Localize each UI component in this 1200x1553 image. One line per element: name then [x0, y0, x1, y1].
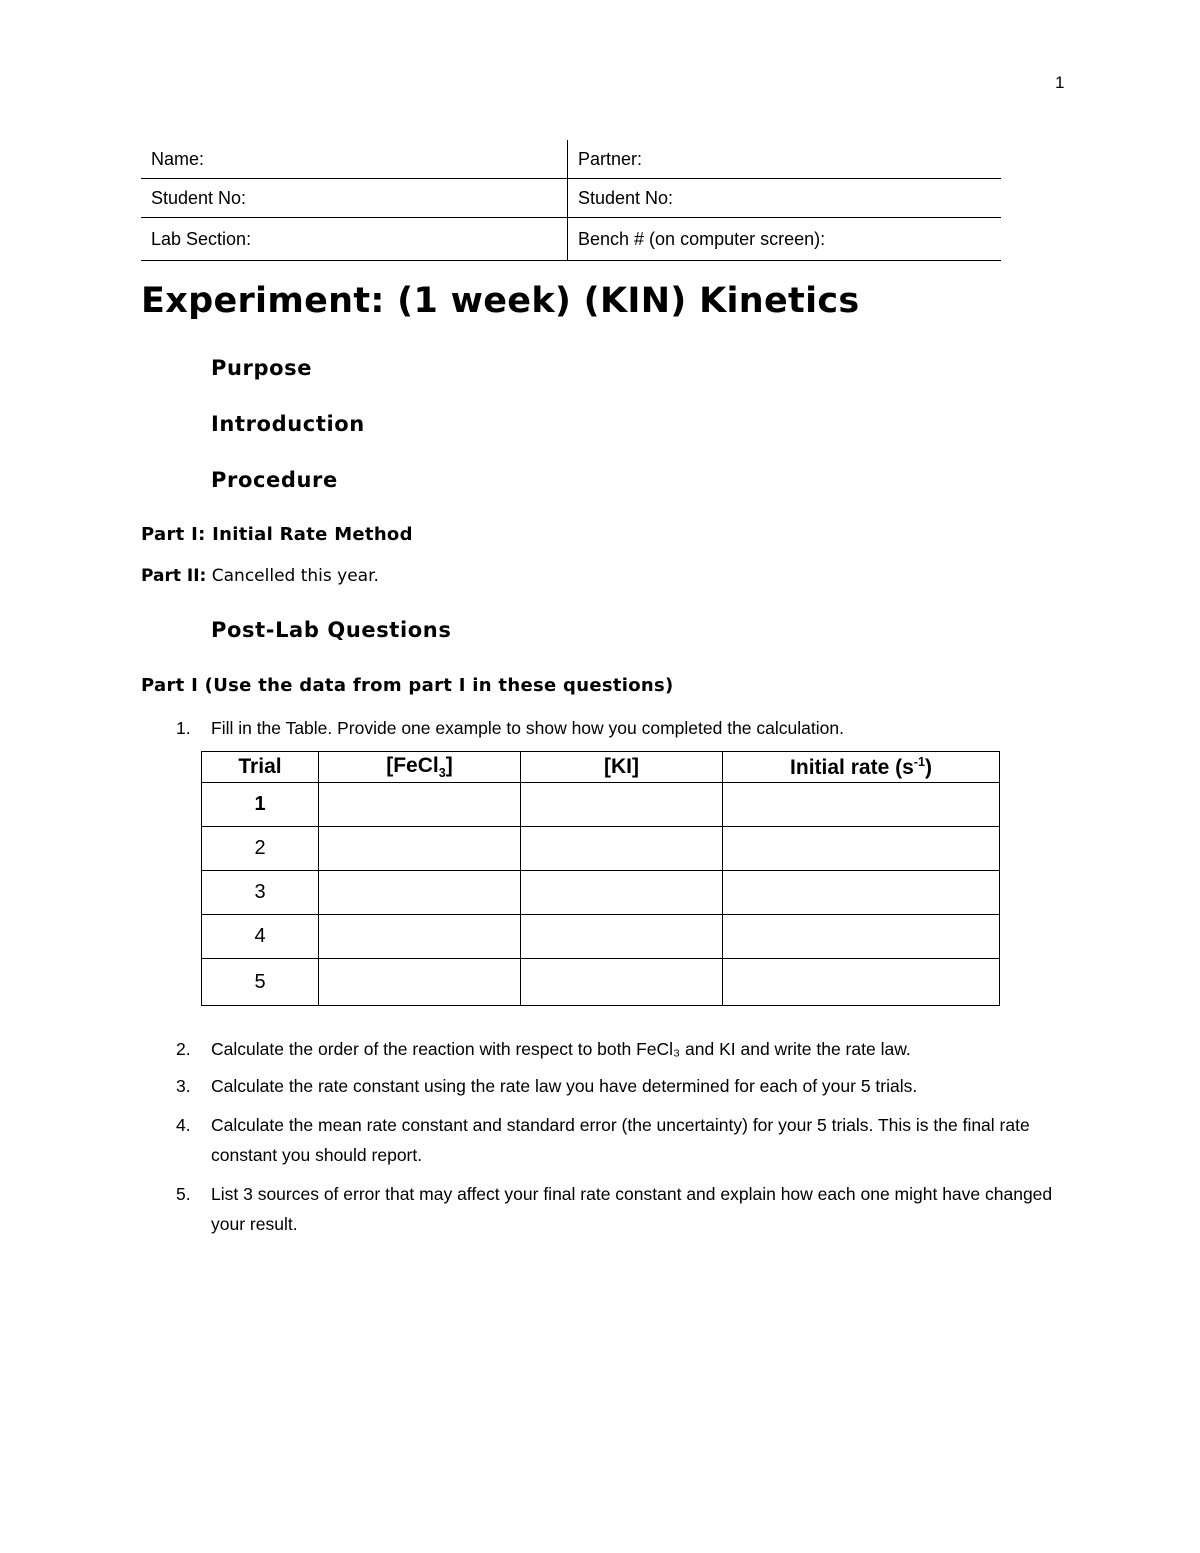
question-text: Calculate the mean rate constant and standard error (the uncertainty) for your 5 trials. This is the final rate constant you should report.: [211, 1115, 1030, 1165]
question-5: [176, 1179, 1056, 1239]
question-2: [176, 1034, 1056, 1064]
question-number: 2.: [176, 1039, 191, 1059]
partner-student-no-field[interactable]: Student No:: [568, 179, 1002, 218]
part1-heading: Part I: Initial Rate Method: [141, 524, 413, 545]
trial-number: 1: [202, 783, 319, 827]
rate-cell[interactable]: [723, 827, 1000, 871]
fecl3-cell[interactable]: [319, 827, 521, 871]
trial-number: 5: [202, 959, 319, 1006]
ki-cell[interactable]: [521, 959, 723, 1006]
name-field[interactable]: Name:: [141, 140, 568, 179]
question-4: [176, 1110, 1056, 1170]
procedure-heading: Procedure: [211, 468, 338, 492]
info-row: [141, 218, 1001, 261]
ki-cell[interactable]: [521, 827, 723, 871]
table-row: [202, 959, 1000, 1006]
student-no-field[interactable]: Student No:: [141, 179, 568, 218]
student-info-table: [141, 140, 1001, 261]
ki-cell[interactable]: [521, 915, 723, 959]
part2-label: Part II:: [141, 566, 207, 586]
question-1: [176, 713, 1056, 743]
fecl3-cell[interactable]: [319, 871, 521, 915]
part2-note: [141, 566, 379, 586]
trial-number: 3: [202, 871, 319, 915]
header-ki: [KI]: [521, 752, 723, 783]
rate-cell[interactable]: [723, 783, 1000, 827]
question-number: 3.: [176, 1076, 191, 1096]
question-3: [176, 1071, 1056, 1101]
fecl3-cell[interactable]: [319, 783, 521, 827]
question-number: 4.: [176, 1115, 191, 1135]
bench-number-field[interactable]: Bench # (on computer screen):: [568, 218, 1002, 261]
rate-cell[interactable]: [723, 915, 1000, 959]
data-table: [201, 751, 1000, 1006]
question-number: 5.: [176, 1184, 191, 1204]
header-initial-rate: Initial rate $(s^{-1})$: [723, 752, 1000, 783]
data-table-header: [202, 752, 1000, 783]
lab-section-field[interactable]: Lab Section:: [141, 218, 568, 261]
trial-number: 2: [202, 827, 319, 871]
question-text: Fill in the Table. Provide one example to show how you completed the calculation.: [211, 718, 844, 738]
question-text: Calculate the rate constant using the rate law you have determined for each of your 5 trials.: [211, 1076, 918, 1096]
page-number: 1: [1055, 73, 1065, 92]
table-row: [202, 827, 1000, 871]
fecl3-cell[interactable]: [319, 959, 521, 1006]
postlab-part1-heading: Part I (Use the data from part I in these questions): [141, 675, 674, 696]
rate-cell[interactable]: [723, 959, 1000, 1006]
purpose-heading: Purpose: [211, 356, 313, 380]
header-fecl3: [FeCl$_3$]: [319, 752, 521, 783]
part2-text: Cancelled this year.: [206, 566, 379, 586]
fecl3-cell[interactable]: [319, 915, 521, 959]
table-row: [202, 783, 1000, 827]
page-title: Experiment: (1 week) (KIN) Kinetics: [141, 281, 860, 321]
introduction-heading: Introduction: [211, 412, 365, 436]
question-text: Calculate the order of the reaction with respect to both FeCl₃ and KI and write the rate law.: [211, 1039, 911, 1059]
table-row: [202, 915, 1000, 959]
info-row: [141, 140, 1001, 179]
ki-cell[interactable]: [521, 871, 723, 915]
partner-field[interactable]: Partner:: [568, 140, 1002, 179]
header-trial: Trial: [202, 752, 319, 783]
postlab-heading: Post-Lab Questions: [211, 618, 452, 642]
table-row: [202, 871, 1000, 915]
rate-cell[interactable]: [723, 871, 1000, 915]
info-row: [141, 179, 1001, 218]
question-text: List 3 sources of error that may affect your final rate constant and explain how each one might have changed your result.: [211, 1184, 1053, 1234]
ki-cell[interactable]: [521, 783, 723, 827]
trial-number: 4: [202, 915, 319, 959]
question-number: 1.: [176, 718, 191, 738]
